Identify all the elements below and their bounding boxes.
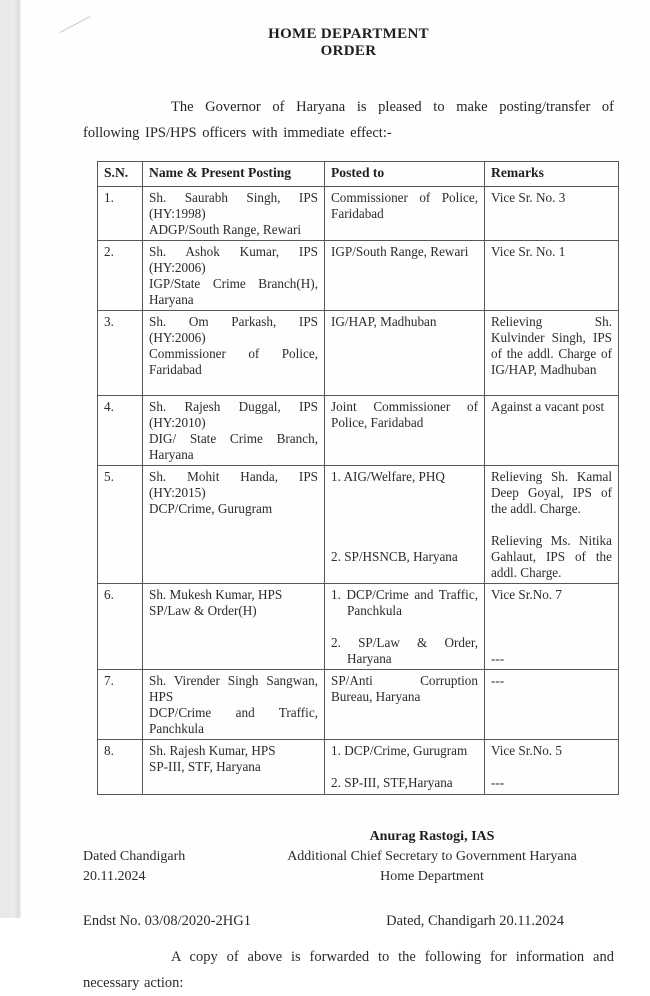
officer-remarks-line: Vice Sr.No. 7 [491, 586, 562, 602]
officer-posted-to [325, 310, 485, 395]
officer-posted-to-line: 1. AIG/Welfare, PHQ [331, 468, 445, 484]
officer-row [98, 465, 619, 583]
officer-posted-to [325, 395, 485, 465]
officer-name-present-posting [143, 310, 325, 395]
officer-posted-to-line: IGP/South Range, Rewari [331, 243, 469, 259]
officer-remarks-line: Vice Sr. No. 3 [491, 189, 566, 205]
endst-number: Endst No. 03/08/2020-2HG1 [83, 912, 251, 929]
officer-remarks-line: --- [491, 650, 505, 666]
officer-remarks-line: Against a vacant post [491, 398, 605, 414]
signature-block [252, 827, 612, 887]
department-title: HOME DEPARTMENT [268, 26, 429, 42]
officer-remarks-line: Relieving Ms. Nitika Gahlaut, IPS of the addl. Charge. [491, 532, 612, 580]
officer-posted-to [325, 739, 485, 794]
officer-sn-line: 1. [104, 189, 114, 205]
officer-name-present-posting-line: Sh. Rajesh Kumar, HPS [149, 742, 276, 758]
officer-remarks-line: Vice Sr.No. 5 [491, 742, 562, 758]
officer-name-present-posting [143, 186, 325, 240]
table-header [98, 161, 619, 186]
officer-remarks-line: Vice Sr. No. 1 [491, 243, 566, 259]
officer-sn [98, 739, 143, 794]
posting-transfer-table [97, 161, 619, 795]
officer-sn [98, 465, 143, 583]
officer-posted-to-line: 2. SP-III, STF,Haryana [331, 774, 453, 790]
dated-place-block [83, 847, 185, 887]
officer-name-present-posting-line: Sh. Mukesh Kumar, HPS [149, 586, 283, 602]
officer-name-present-posting [143, 465, 325, 583]
officer-name-present-posting-line: DCP/Crime, Gurugram [149, 500, 273, 516]
officer-name-present-posting-line: Sh. Om Parkash, IPS (HY:2006) [149, 313, 318, 345]
officer-sn [98, 583, 143, 669]
header-name-present-posting: Name & Present Posting [143, 161, 325, 186]
forward-note: A copy of above is forwarded to the following for information and necessary action: [83, 948, 614, 991]
officer-sn-line: 8. [104, 742, 114, 758]
officer-remarks-line: Relieving Sh. Kamal Deep Goyal, IPS of the addl. Charge. [491, 468, 612, 516]
officer-name-present-posting-line: SP/Law & Order(H) [149, 602, 257, 618]
order-title: ORDER [320, 43, 377, 59]
officer-sn [98, 240, 143, 310]
officer-name-present-posting [143, 669, 325, 739]
officer-row [98, 583, 619, 669]
officer-remarks [485, 739, 619, 794]
officer-remarks [485, 310, 619, 395]
officer-remarks [485, 395, 619, 465]
officer-row [98, 186, 619, 240]
order-table-body [98, 186, 619, 794]
officer-sn-line: 3. [104, 313, 114, 329]
officer-row [98, 310, 619, 395]
officer-posted-to-line: SP/Anti Corruption Bureau, Haryana [331, 672, 478, 704]
officer-name-present-posting [143, 739, 325, 794]
officer-sn-line: 2. [104, 243, 114, 259]
officer-sn [98, 310, 143, 395]
officer-row [98, 669, 619, 739]
officer-name-present-posting-line: Sh. Mohit Handa, IPS (HY:2015) [149, 468, 318, 500]
document-titles [83, 26, 614, 60]
officer-posted-to [325, 240, 485, 310]
officer-posted-to-line: 2. SP/HSNCB, Haryana [331, 548, 458, 564]
officer-remarks-line: Relieving Sh. Kulvinder Singh, IPS of the addl. Charge of IG/HAP, Madhuban [491, 313, 612, 377]
officer-posted-to [325, 583, 485, 669]
officer-name-present-posting-line: Sh. Rajesh Duggal, IPS (HY:2010) [149, 398, 318, 430]
header-remarks: Remarks [485, 161, 619, 186]
officer-posted-to-line: 2. SP/Law & Order, Haryana [331, 634, 478, 666]
officer-name-present-posting-line: ADGP/South Range, Rewari [149, 221, 302, 237]
officer-name-present-posting-line: SP-III, STF, Haryana [149, 758, 261, 774]
officer-row [98, 395, 619, 465]
officer-name-present-posting-line: Sh. Ashok Kumar, IPS (HY:2006) [149, 243, 318, 275]
officer-name-present-posting-line: Commissioner of Police, Faridabad [149, 345, 318, 377]
officer-posted-to [325, 669, 485, 739]
signatory-name: Anurag Rastogi, IAS [369, 828, 495, 844]
officer-remarks-line: --- [491, 672, 505, 688]
officer-posted-to-line: IG/HAP, Madhuban [331, 313, 437, 329]
officer-sn-line: 5. [104, 468, 114, 484]
officer-name-present-posting [143, 395, 325, 465]
signatory-department: Home Department [380, 868, 484, 884]
officer-name-present-posting [143, 240, 325, 310]
officer-sn [98, 186, 143, 240]
officer-remarks-line: --- [491, 774, 505, 790]
officer-name-present-posting [143, 583, 325, 669]
officer-name-present-posting-line: DIG/ State Crime Branch, Haryana [149, 430, 318, 462]
officer-sn-line: 4. [104, 398, 114, 414]
officer-remarks [485, 240, 619, 310]
officer-row [98, 240, 619, 310]
officer-posted-to [325, 465, 485, 583]
dated-date: 20.11.2024 [83, 868, 146, 884]
header-posted-to: Posted to [325, 161, 485, 186]
officer-name-present-posting-line: DCP/Crime and Traffic, Panchkula [149, 704, 318, 736]
officer-remarks [485, 583, 619, 669]
endst-dated: Dated, Chandigarh 20.11.2024 [386, 912, 564, 929]
officer-sn [98, 395, 143, 465]
officer-name-present-posting-line: Sh. Saurabh Singh, IPS (HY:1998) [149, 189, 318, 221]
endorsement-row [83, 913, 614, 930]
signature-row [83, 827, 614, 887]
officer-posted-to [325, 186, 485, 240]
table-header-row [98, 161, 619, 186]
dated-place: Dated Chandigarh [83, 848, 186, 864]
officer-name-present-posting-line: Sh. Virender Singh Sangwan, HPS [149, 672, 318, 704]
officer-remarks [485, 669, 619, 739]
officer-posted-to-line: Joint Commissioner of Police, Faridabad [331, 398, 478, 430]
officer-sn-line: 6. [104, 586, 114, 602]
officer-row [98, 739, 619, 794]
officer-posted-to-line: 1. DCP/Crime, Gurugram [331, 742, 468, 758]
signatory-designation: Additional Chief Secretary to Government Haryana [287, 848, 577, 864]
officer-sn [98, 669, 143, 739]
intro-paragraph: The Governor of Haryana is pleased to make posting/transfer of following IPS/HPS officers with immediate effect:- [83, 99, 614, 141]
officer-name-present-posting-line: IGP/State Crime Branch(H), Haryana [149, 275, 318, 307]
scan-edge-shadow [0, 0, 22, 918]
officer-posted-to-line: 1. DCP/Crime and Traffic, Panchkula [331, 586, 478, 618]
officer-remarks [485, 186, 619, 240]
header-sn: S.N. [98, 161, 143, 186]
officer-posted-to-line: Commissioner of Police, Faridabad [331, 189, 478, 221]
officer-sn-line: 7. [104, 672, 114, 688]
officer-remarks [485, 465, 619, 583]
